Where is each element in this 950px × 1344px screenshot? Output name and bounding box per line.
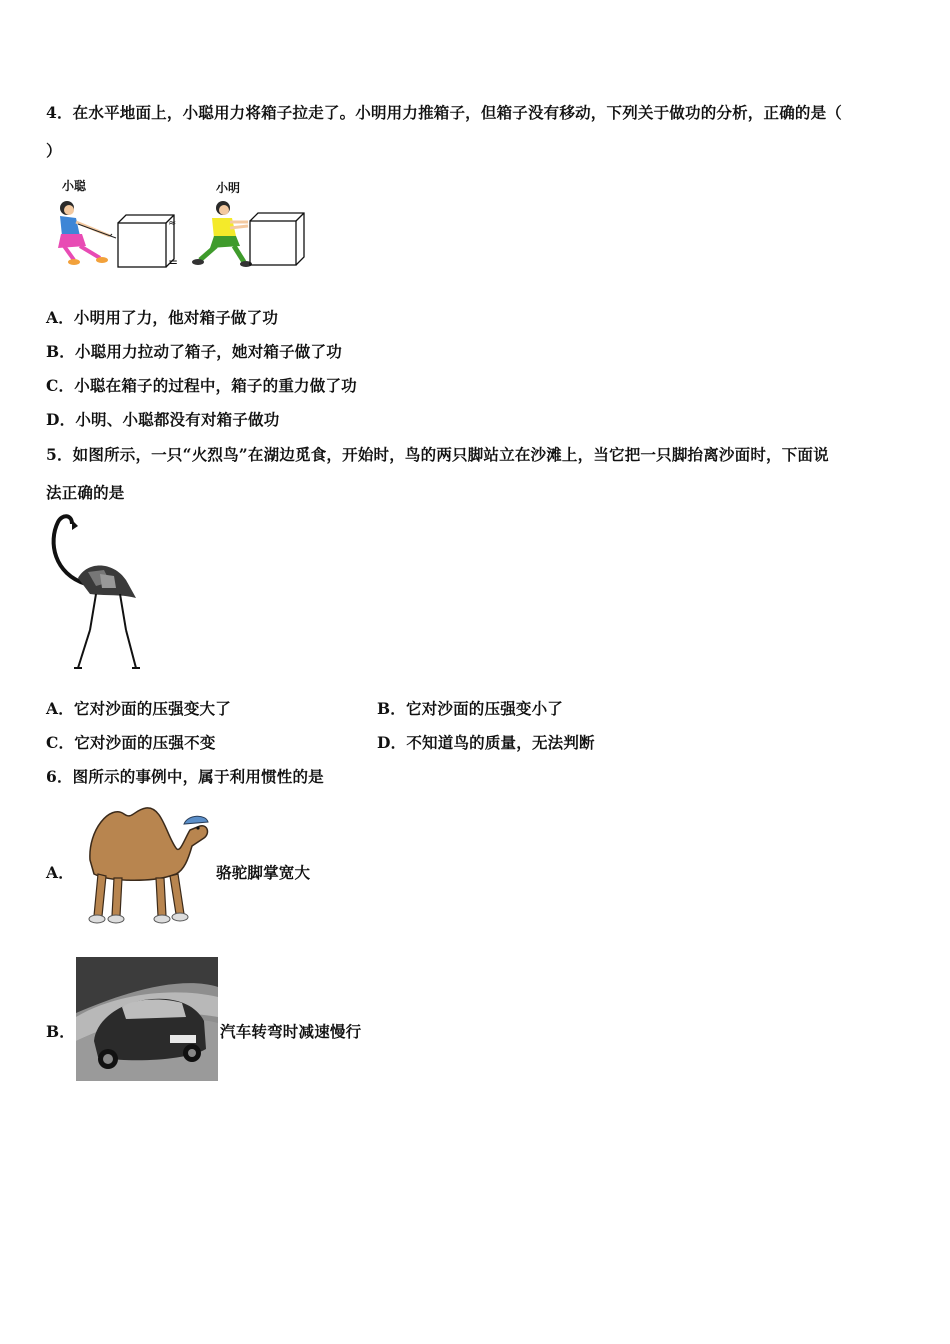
q6-option-b-car-image	[76, 957, 218, 1081]
q5-stem-line2: 法正确的是	[46, 483, 125, 502]
girl-figure	[58, 201, 116, 265]
q5-option-b: B．它对沙面的压强变小了	[377, 699, 564, 718]
q5-stem-line1: 5．如图所示，一只“火烈鸟”在湖边觅食，开始时，鸟的两只脚站立在沙滩上，当它把一只脚抬离沙面时，下面说	[46, 445, 829, 464]
q4-option-a: A．小明用了力，他对箱子做了功	[46, 308, 279, 327]
left-box	[118, 215, 177, 267]
q5-option-d: D．不知道鸟的质量，无法判断	[377, 733, 595, 752]
q4-figure-push-pull-boxes	[50, 176, 306, 270]
q6-option-b-letter: B．	[46, 1022, 76, 1041]
q4-stem-line1: 4．在水平地面上，小聪用力将箱子拉走了。小明用力推箱子，但箱子没有移动，下列关于做功的分析，正确的是（	[46, 103, 842, 122]
q4-label-xiaocong: 小聪	[62, 179, 87, 193]
svg-text:=: =	[168, 255, 179, 269]
q6-option-b-text: 汽车转弯时减速慢行	[220, 1022, 362, 1041]
q4-option-b: B．小聪用力拉动了箱子，她对箱子做了功	[46, 342, 342, 361]
q4-label-xiaoming: 小明	[216, 181, 241, 195]
q4-option-d: D．小明、小聪都没有对箱子做功	[46, 410, 280, 429]
q6-option-a-camel-image	[80, 800, 214, 926]
boy-figure	[192, 201, 252, 267]
q6-stem: 6．图所示的事例中，属于利用惯性的是	[46, 767, 324, 786]
q6-option-a-letter: A．	[46, 863, 74, 882]
q5-figure-flamingo	[44, 512, 140, 672]
q6-option-a-text: 骆驼脚掌宽大	[216, 863, 311, 882]
right-box	[250, 213, 304, 265]
q5-option-c: C．它对沙面的压强不变	[46, 733, 216, 752]
q4-option-c: C．小聪在箱子的过程中，箱子的重力做了功	[46, 376, 357, 395]
q5-option-a: A．它对沙面的压强变大了	[46, 699, 231, 718]
svg-text:≈: ≈	[168, 218, 177, 229]
q4-stem-line2: ）	[46, 141, 62, 160]
